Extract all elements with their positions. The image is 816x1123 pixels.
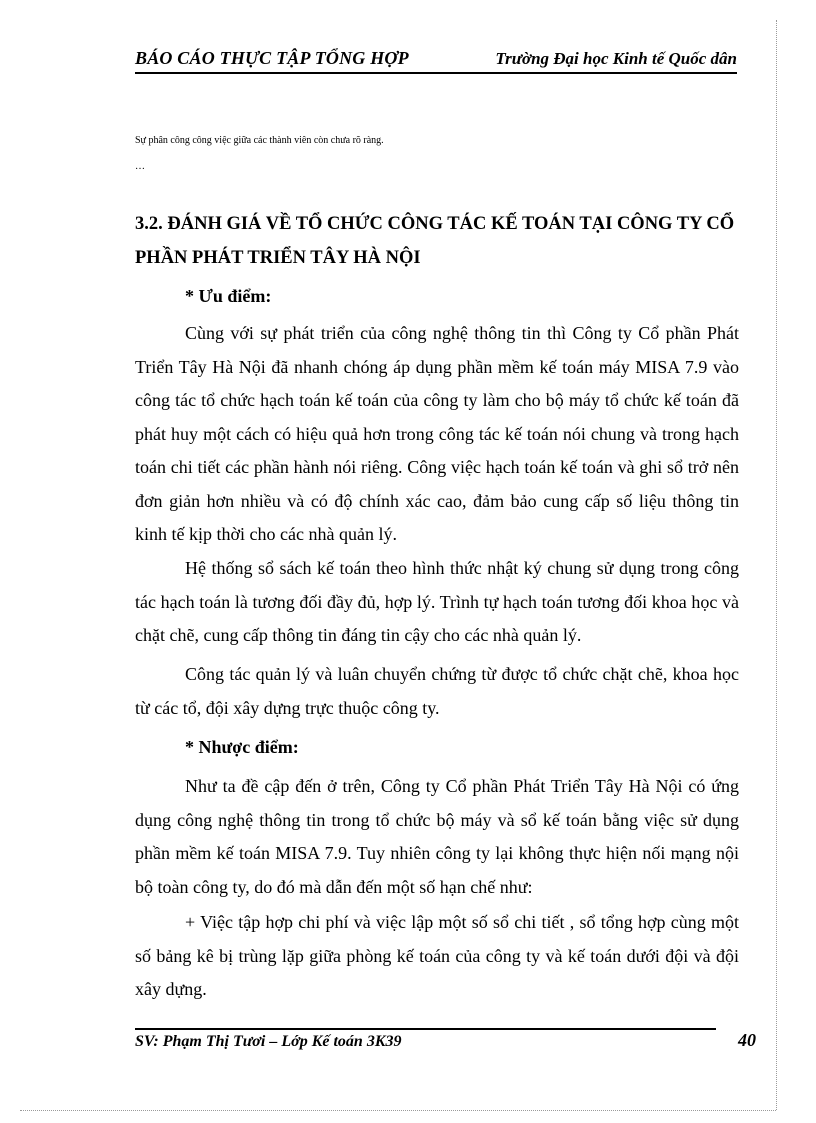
section-heading: 3.2. ĐÁNH GIÁ VỀ TỔ CHỨC CÔNG TÁC KẾ TOÁN TẠI CÔNG TY CỔ PHẦN PHÁT TRIỂN TÂY HÀ NỘI xyxy=(135,214,735,268)
paragraph: + Việc tập hợp chi phí và việc lập một số sổ chi tiết , sổ tổng hợp cùng một số bảng kê bị trùng lặp giữa phòng kế toán của công ty và kế toán dưới đội và đội xây dựng. xyxy=(135,912,739,999)
disadvantages-heading: * Nhược điểm: xyxy=(185,737,299,757)
paragraph: Như ta đề cập đến ở trên, Công ty Cổ phần Phát Triển Tây Hà Nội có ứng dụng công nghệ thông tin trong tổ chức bộ máy và sổ kế toán bằng việc sử dụng phần mềm kế toán MISA 7.9. Tuy nhiên công ty lại không thực hiện nối mạng nội bộ toàn công ty, do đó mà dẫn đến một số hạn chế như: xyxy=(135,776,739,897)
note-line: Sự phân công công việc giữa các thành viên còn chưa rõ ràng. xyxy=(135,135,384,146)
page-border-right xyxy=(776,20,777,1110)
page-border-bottom xyxy=(20,1110,776,1111)
footer-rule xyxy=(135,1028,716,1030)
page-number: 40 xyxy=(738,1030,756,1050)
note-ellipsis: … xyxy=(135,161,145,172)
paragraph: Cùng với sự phát triển của công nghệ thông tin thì Công ty Cổ phần Phát Triển Tây Hà Nội đã nhanh chóng áp dụng phần mềm kế toán máy MISA 7.9 vào công tác tổ chức hạch toán kế toán của công ty làm cho bộ máy tổ chức kế toán đã phát huy một cách có hiệu quả hơn trong công tác kế toán nói chung và trong hạch toán chi tiết các phần hành nói riêng. Công việc hạch toán kế toán và ghi sổ trở nên đơn giản hơn nhiều và có độ chính xác cao, đảm bảo cung cấp số liệu thông tin kinh tế kịp thời cho các nhà quản lý. xyxy=(135,323,739,544)
report-title: BÁO CÁO THỰC TẬP TỔNG HỢP xyxy=(135,48,409,68)
paragraph: Công tác quản lý và luân chuyển chứng từ được tổ chức chặt chẽ, khoa học từ các tổ, đội xây dựng trực thuộc công ty. xyxy=(135,664,739,718)
page-header xyxy=(135,48,737,74)
footer-author: SV: Phạm Thị Tươi – Lớp Kế toán 3K39 xyxy=(135,1033,402,1050)
school-name: Trường Đại học Kinh tế Quốc dân xyxy=(495,49,737,68)
advantages-heading: * Ưu điểm: xyxy=(185,286,272,306)
paragraph: Hệ thống sổ sách kế toán theo hình thức nhật ký chung sử dụng trong công tác hạch toán là tương đối đầy đủ, hợp lý. Trình tự hạch toán tương đối khoa học và chặt chẽ, cung cấp thông tin đáng tin cậy cho các nhà quản lý. xyxy=(135,558,739,645)
